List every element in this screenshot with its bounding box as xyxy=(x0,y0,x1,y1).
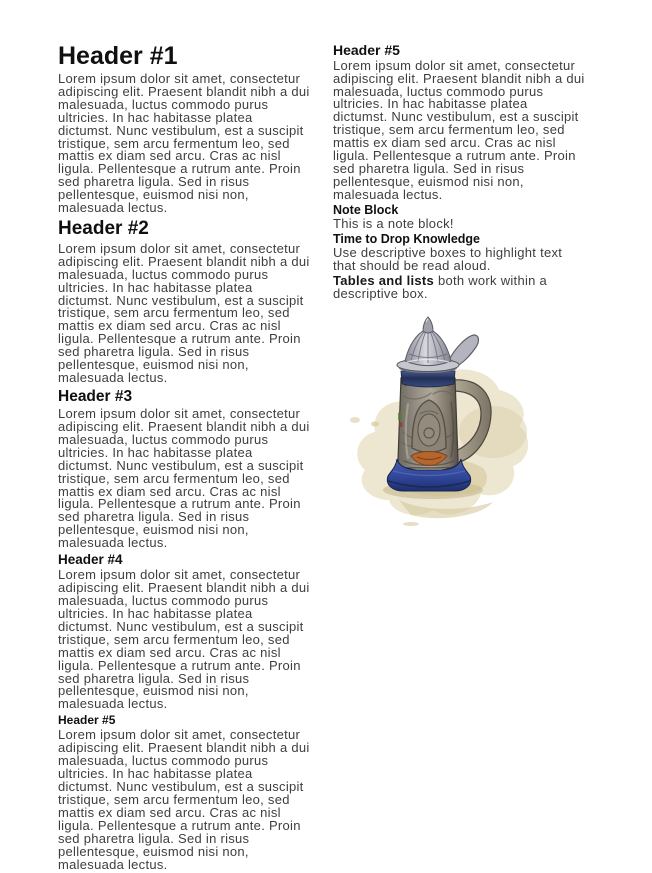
tables-note-bold: Tables and lists xyxy=(333,272,435,288)
paragraph-6: Lorem ipsum dolor sit amet, consectetur adipiscing elit. Praesent blandit nibh a dui malesuada, luctus commodo purus ultricies. In hac habitasse platea dictumst. Nunc vestibulum, est a suscipit tristique, sem arcu fermentum leo, sed mattis ex diam sed arcu. Cras ac nisl ligula. Pellentesque a rutrum ante. Proin sed pharetra ligula. Sed in risus pellentesque, euismod nisi non, malesuada lectus. xyxy=(333,57,585,202)
paragraph-3: Lorem ipsum dolor sit amet, consectetur adipiscing elit. Praesent blandit nibh a dui malesuada, luctus commodo purus ultricies. In hac habitasse platea dictumst. Nunc vestibulum, est a suscipit tristique, sem arcu fermentum leo, sed mattis ex diam sed arcu. Cras ac nisl ligula. Pellentesque a rutrum ante. Proin sed pharetra ligula. Sed in risus pellentesque, euismod nisi non, malesuada lectus. xyxy=(58,406,310,551)
header-4: Header #4 xyxy=(58,552,123,568)
paragraph-4: Lorem ipsum dolor sit amet, consectetur adipiscing elit. Praesent blandit nibh a dui malesuada, luctus commodo purus ultricies. In hac habitasse platea dictumst. Nunc vestibulum, est a suscipit tristique, sem arcu fermentum leo, sed mattis ex diam sed arcu. Cras ac nisl ligula. Pellentesque a rutrum ante. Proin sed pharetra ligula. Sed in risus pellentesque, euismod nisi non, malesuada lectus. xyxy=(58,567,310,712)
paragraph-1: Lorem ipsum dolor sit amet, consectetur adipiscing elit. Praesent blandit nibh a dui malesuada, luctus commodo purus ultricies. In hac habitasse platea dictumst. Nunc vestibulum, est a suscipit tristique, sem arcu fermentum leo, sed mattis ex diam sed arcu. Cras ac nisl ligula. Pellentesque a rutrum ante. Proin sed pharetra ligula. Sed in risus pellentesque, euismod nisi non, malesuada lectus. xyxy=(58,71,310,216)
header-5-left: Header #5 xyxy=(58,713,116,728)
stein-figure xyxy=(341,314,621,534)
lid-finial xyxy=(423,317,433,333)
tables-note-rest: both work within a descriptive box. xyxy=(333,272,548,301)
knowledge-label: Time to Drop Knowledge xyxy=(333,231,480,246)
pewter-lid xyxy=(397,317,459,373)
paragraph-5: Lorem ipsum dolor sit amet, consectetur adipiscing elit. Praesent blandit nibh a dui malesuada, luctus commodo purus ultricies. In hac habitasse platea dictumst. Nunc vestibulum, est a suscipit tristique, sem arcu fermentum leo, sed mattis ex diam sed arcu. Cras ac nisl ligula. Pellentesque a rutrum ante. Proin sed pharetra ligula. Sed in risus pellentesque, euismod nisi non, malesuada lectus. xyxy=(58,727,310,872)
knowledge-text: Use descriptive boxes to highlight text that should be read aloud. xyxy=(333,244,563,273)
note-block-label: Note Block xyxy=(333,202,399,217)
left-column xyxy=(58,43,333,873)
header-5-right: Header #5 xyxy=(333,42,400,58)
beer-stein-illustration xyxy=(341,314,621,534)
tables-note xyxy=(333,272,585,301)
paragraph-2: Lorem ipsum dolor sit amet, consectetur adipiscing elit. Praesent blandit nibh a dui malesuada, luctus commodo purus ultricies. In hac habitasse platea dictumst. Nunc vestibulum, est a suscipit tristique, sem arcu fermentum leo, sed mattis ex diam sed arcu. Cras ac nisl ligula. Pellentesque a rutrum ante. Proin sed pharetra ligula. Sed in risus pellentesque, euismod nisi non, malesuada lectus. xyxy=(58,240,310,385)
header-1: Header #1 xyxy=(58,42,178,70)
header-2: Header #2 xyxy=(58,217,149,239)
note-block-text: This is a note block! xyxy=(333,215,454,231)
top-blue-band xyxy=(401,371,455,387)
right-column xyxy=(333,43,633,873)
header-3: Header #3 xyxy=(58,387,133,405)
